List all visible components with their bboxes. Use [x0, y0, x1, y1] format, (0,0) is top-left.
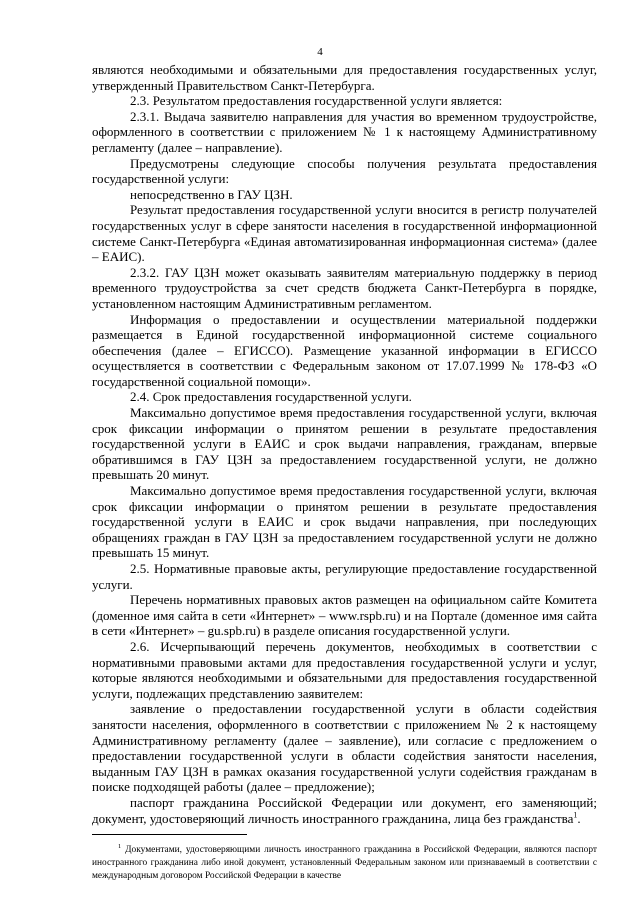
- paragraph: 2.3.1. Выдача заявителю направления для участия во временном трудоустройстве, оформленного в соответствии с приложением № 1 к настоящему Административному регламенту (далее – направление).: [92, 108, 597, 155]
- paragraph: Максимально допустимое время предоставления государственной услуги, включая срок фиксации информации о принятом решении в результате предоставления государственной услуги в ЕАИС и срок выдачи направления, при последующих обращениях граждан в ГАУ ЦЗН за предоставлением государственной услуги не должно превышать 15 минут.: [92, 483, 597, 561]
- footnote-separator: [92, 834, 247, 835]
- page-number: 4: [317, 46, 323, 58]
- paragraph: 2.3. Результатом предоставления государственной услуги является:: [130, 93, 503, 109]
- paragraph: Предусмотрены следующие способы получения результата предоставления государственной услуги:: [92, 155, 597, 187]
- footnote-marker: 1: [118, 843, 122, 850]
- paragraph: Перечень нормативных правовых актов размещен на официальном сайте Комитета (доменное имя сайта в сети «Интернет» – www.rspb.ru) и на Портале (доменное имя сайта в сети «Интернет» – gu.spb.ru) в разделе описания государственной услуги.: [92, 592, 597, 639]
- paragraph: Максимально допустимое время предоставления государственной услуги, включая срок фиксации информации о принятом решении в результате предоставления государственной услуги в ЕАИС и срок выдачи направления, гражданам, впервые обратившимся в ГАУ ЦЗН за предоставлением государственной услуги, не должно превышать 20 минут.: [92, 405, 597, 483]
- paragraph: 2.5. Нормативные правовые акты, регулирующие предоставление государственной услуги.: [92, 561, 597, 592]
- paragraph: 2.6. Исчерпывающий перечень документов, необходимых в соответствии с нормативными правовыми актами для предоставления государственной услуги и услуг, которые являются необходимыми и обязательными для предоставления государственной услуги, подлежащих представлению заявителем:: [92, 638, 597, 701]
- paragraph: Информация о предоставлении и осуществлении материальной поддержки размещается в Единой государственной информационной системе социального обеспечения (далее – ЕГИССО). Размещение указанной информации в ЕГИССО осуществляется в соответствии с Федеральным законом от 17.07.1999 № 178-ФЗ «О государственной социальной помощи».: [92, 311, 597, 389]
- paragraph-with-footnote: паспорт гражданина Российской Федерации или документ, его заменяющий; документ, удостоверяющий личность иностранного гражданина, лица без гражданства$^1$.: [92, 794, 597, 826]
- paragraph: 2.4. Срок предоставления государственной услуги.: [130, 389, 412, 405]
- paragraph-text: паспорт гражданина Российской Федерации или документ, его заменяющий; документ, удостоверяющий личность иностранного гражданина, лица без гражданства: [92, 794, 597, 826]
- footnote: [92, 840, 597, 883]
- paragraph: 2.3.2. ГАУ ЦЗН может оказывать заявителям материальную поддержку в период временного трудоустройства за счет средств бюджета Санкт-Петербурга в порядке, установленном настоящим Административным регламентом.: [92, 264, 597, 311]
- footnote-reference[interactable]: 1: [573, 810, 578, 820]
- paragraph: Результат предоставления государственной услуги вносится в регистр получателей государственных услуг в сфере занятости населения в государственной информационной системе Санкт-Петербурга «Единая автоматизированная информационная система» (далее – ЕАИС).: [92, 202, 597, 265]
- paragraph: являются необходимыми и обязательными для предоставления государственных услуг, утвержденный Правительством Санкт-Петербурга.: [92, 62, 597, 93]
- paragraph: непосредственно в ГАУ ЦЗН.: [130, 186, 293, 202]
- footnote-text: Документами, удостоверяющими личность иностранного гражданина в Российской Федерации, являются паспорт иностранного гражданина либо иной документ, установленный Федеральным законом или признаваемый в соответствии с международным договором Российской Федерации в качестве: [92, 845, 597, 882]
- paragraph: заявление о предоставлении государственной услуги в области содействия занятости населения, оформленного в соответствии с приложением № 2 к настоящему Административному регламенту (далее – заявление), или согласие с предложением о предоставлении государственной услуги в области содействия занятости населения, выданным ГАУ ЦЗН в рамках оказания государственной услуги содействия гражданам в поиске подходящей работы (далее – предложение);: [92, 701, 597, 795]
- document-body: [92, 62, 597, 826]
